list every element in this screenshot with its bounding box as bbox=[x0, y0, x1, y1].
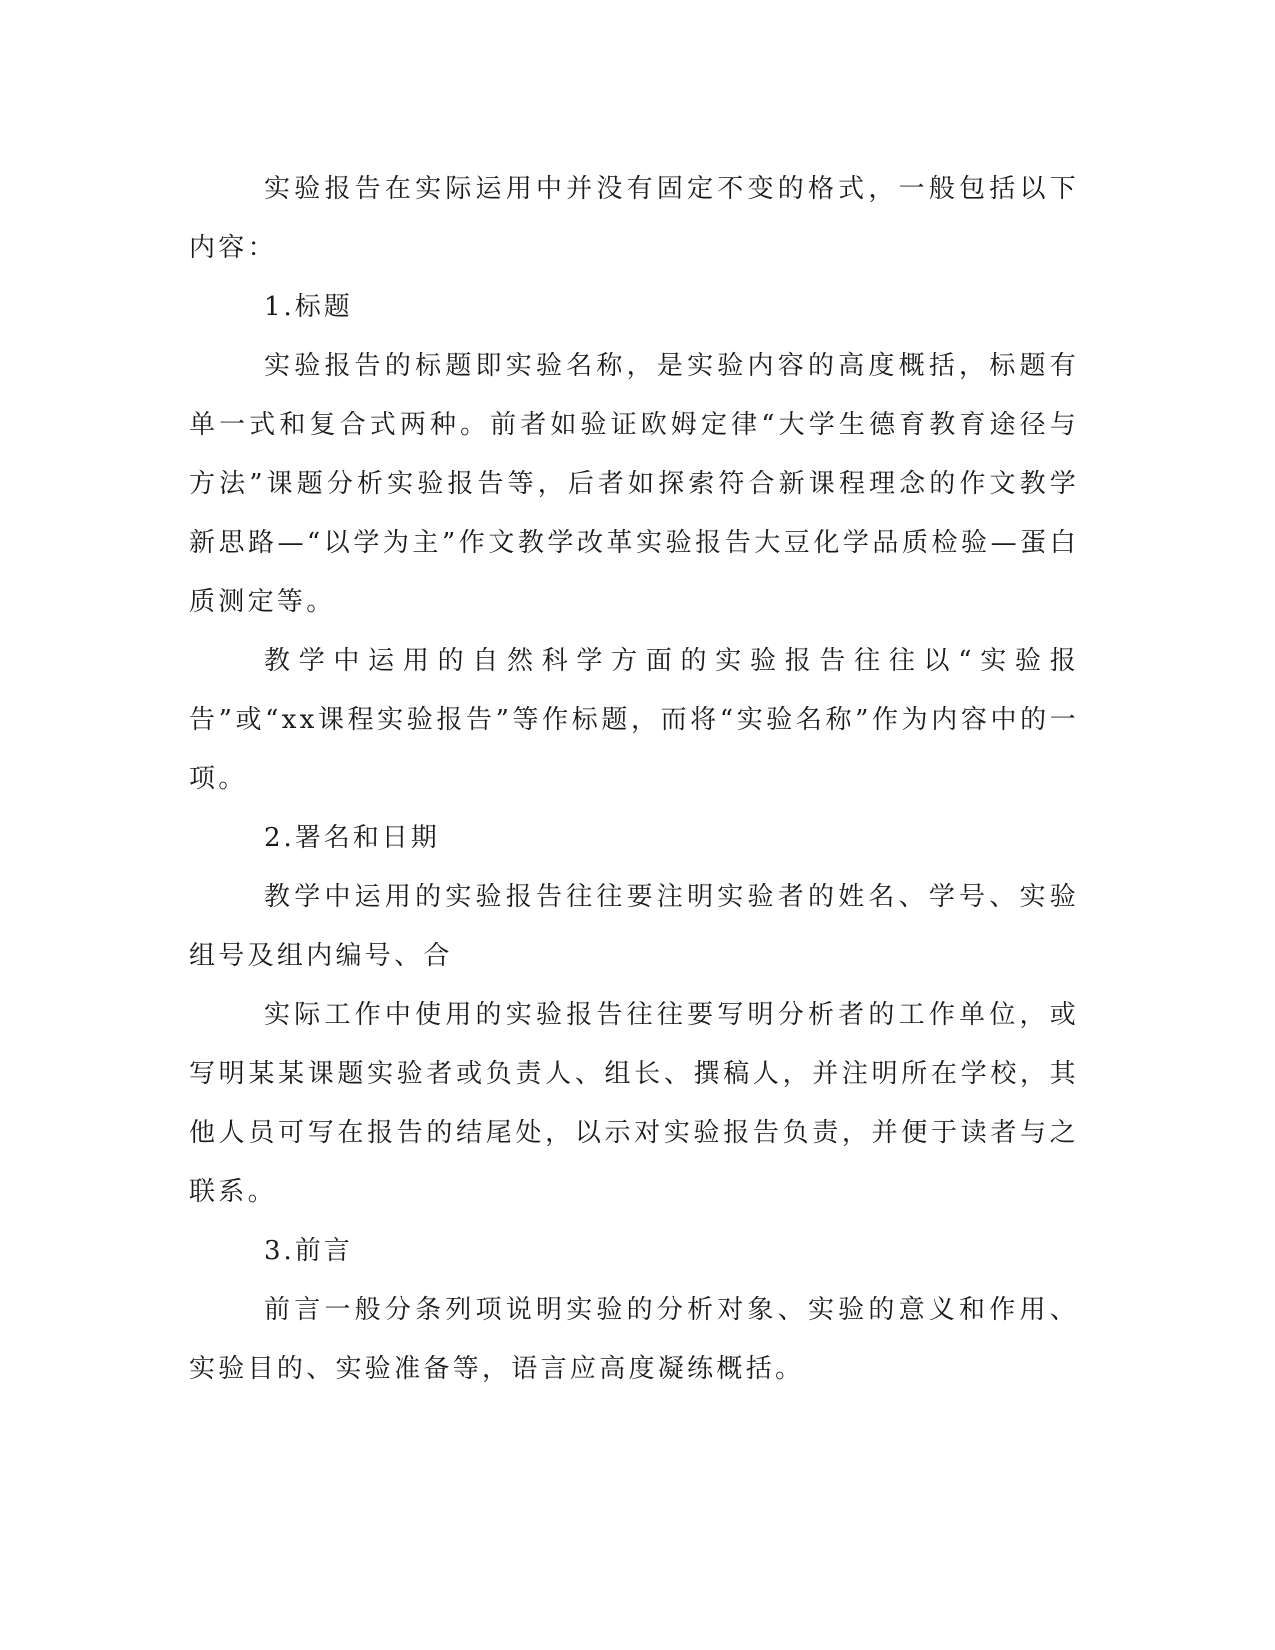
document-body bbox=[189, 160, 1079, 1399]
intro-paragraph: 实验报告在实际运用中并没有固定不变的格式，一般包括以下内容： bbox=[189, 174, 1079, 263]
body-paragraph: 实际工作中使用的实验报告往往要写明分析者的工作单位，或写明某某课题实验者或负责人、组长、撰稿人，并注明所在学校，其他人员可写在报告的结尾处，以示对实验报告负责，并便于读者与之联系。 bbox=[189, 1000, 1079, 1207]
body-paragraph: 教学中运用的实验报告往往要注明实验者的姓名、学号、实验组号及组内编号、合 bbox=[189, 882, 1079, 971]
body-paragraph: 前言一般分条列项说明实验的分析对象、实验的意义和作用、实验目的、实验准备等，语言应高度凝练概括。 bbox=[189, 1295, 1079, 1384]
section-heading-preface: 3.前言 bbox=[264, 1236, 353, 1266]
section-heading-title: 1.标题 bbox=[264, 292, 353, 322]
body-paragraph: 教学中运用的自然科学方面的实验报告往往以“实验报告”或“xx课程实验报告”等作标题，而将“实验名称”作为内容中的一项。 bbox=[189, 646, 1079, 794]
section-heading-signature-date: 2.署名和日期 bbox=[264, 823, 440, 853]
body-paragraph: 实验报告的标题即实验名称，是实验内容的高度概括，标题有单一式和复合式两种。前者如验证欧姆定律“大学生德育教育途径与方法”课题分析实验报告等，后者如探索符合新课程理念的作文教学新思路—“以学为主”作文教学改革实验报告大豆化学品质检验—蛋白质测定等。 bbox=[189, 351, 1079, 617]
